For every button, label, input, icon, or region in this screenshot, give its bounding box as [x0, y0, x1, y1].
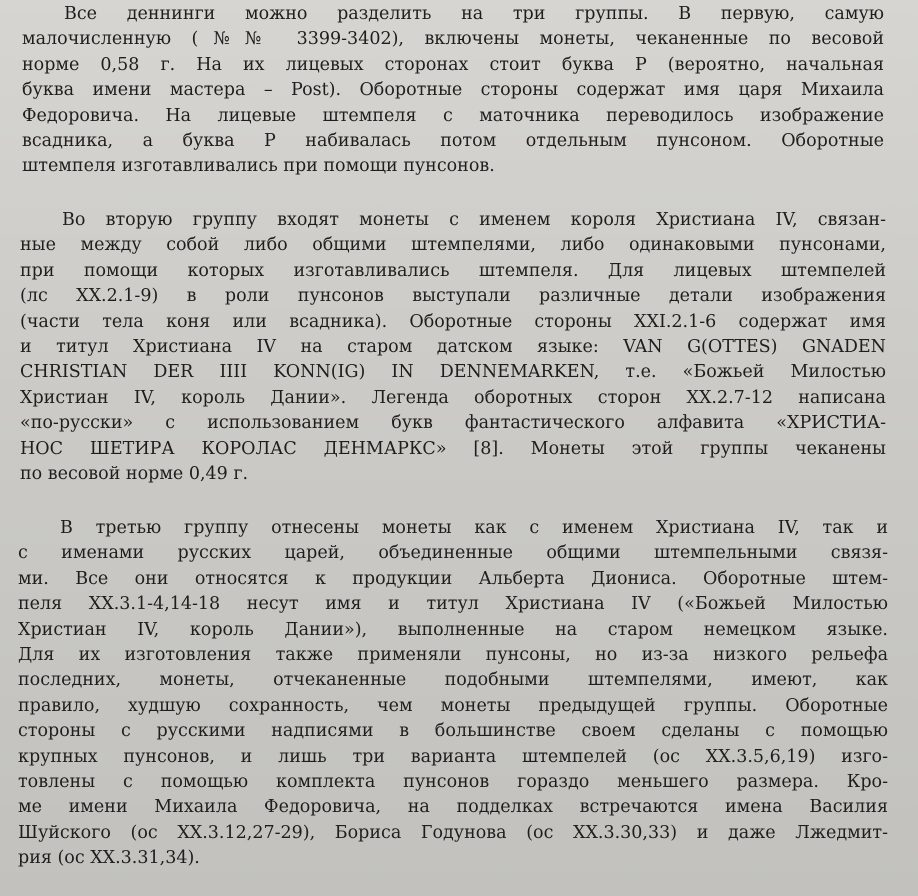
text-line: (части тела коня или всадника). Оборотные стороны XXI.2.1-6 содержат имя	[20, 311, 886, 332]
text-line: Все деннинги можно разделить на три группы. В первую, самую	[64, 4, 884, 24]
paragraph-1	[22, 2, 884, 180]
text-line: ные между собой либо общими штемпелями, либо одинаковыми пунсонами,	[20, 235, 886, 256]
text-line: малочисленную (№№ 3399-3402), включены монеты, чеканенные по весовой	[22, 29, 884, 50]
text-line: с именами русских царей, объединенные общими штемпельными связя-	[18, 543, 888, 564]
text-line: штемпеля изготавливались при помощи пунсонов.	[22, 156, 495, 177]
text-line: Во вторую группу входят монеты с именем короля Христиана IV, связан-	[62, 210, 886, 230]
text-line: всадника, а буква Р набивалась потом отдельным пунсоном. Оборотные	[22, 131, 884, 152]
text-line: норме 0,58 г. На их лицевых сторонах стоит буква Р (вероятно, начальная	[22, 54, 884, 75]
text-line: Христиан IV, король Дании». Легенда оборотных сторон XX.2.7-12 написана	[20, 387, 886, 408]
text-line: товлены с помощью комплекта пунсонов гораздо меньшего размера. Кро-	[18, 772, 888, 793]
text-line: и титул Христиана IV на старом датском языке: VAN G(OTTES) GNADEN	[20, 337, 886, 358]
text-line: последних, монеты, отчеканенные подобными штемпелями, имеют, как	[18, 670, 888, 691]
text-line: буква имени мастера – Post). Оборотные стороны содержат имя царя Михаила	[22, 80, 884, 101]
paragraph-3	[18, 516, 888, 872]
text-line: ме имени Михаила Федоровича, на подделках встречаются имена Василия	[18, 797, 888, 818]
text-line: пеля XX.3.1-4,14-18 несут имя и титул Христиана IV («Божьей Милостью	[18, 594, 888, 615]
text-line: при помощи которых изготавливались штемпеля. Для лицевых штемпелей	[20, 260, 886, 281]
text-line: Шуйского (ос XX.3.12,27-29), Бориса Годунова (ос XX.3.30,33) и даже Лжедмит-	[18, 822, 888, 843]
text-line: ми. Все они относятся к продукции Альберта Диониса. Оборотные штем-	[18, 568, 888, 589]
text-line: Федоровича. На лицевые штемпеля с маточника переводилось изображение	[22, 105, 884, 126]
text-line: НОС ШЕТИРА КОРОЛАС ДЕНМАРКС» [8]. Монеты этой группы чеканены	[20, 438, 886, 459]
text-line: Для их изготовления также применяли пунсоны, но из-за низкого рельефа	[18, 645, 888, 666]
text-line: стороны с русскими надписями в большинстве своем сделаны с помощью	[18, 721, 888, 742]
text-line: правило, худшую сохранность, чем монеты предыдущей группы. Оборотные	[18, 695, 888, 716]
text-line: рия (ос XX.3.31,34).	[18, 848, 200, 869]
text-line: Христиан IV, король Дании»), выполненные на старом немецком языке.	[18, 619, 888, 640]
text-line: крупных пунсонов, и лишь три варианта штемпелей (ос XX.3.5,6,19) изго-	[18, 746, 888, 767]
text-line: «по-русски» с использованием букв фантастического алфавита «ХРИСТИА-	[20, 413, 886, 434]
text-line: В третью группу отнесены монеты как с именем Христиана IV, так и	[60, 518, 888, 538]
paragraph-2	[20, 208, 886, 487]
text-line: (лс XX.2.1-9) в роли пунсонов выступали различные детали изображения	[20, 286, 886, 307]
text-line: CHRISTIAN DER IIII KONN(IG) IN DENNEMARKEN, т.е. «Божьей Милостью	[20, 362, 886, 383]
text-line: по весовой норме 0,49 г.	[20, 464, 249, 485]
